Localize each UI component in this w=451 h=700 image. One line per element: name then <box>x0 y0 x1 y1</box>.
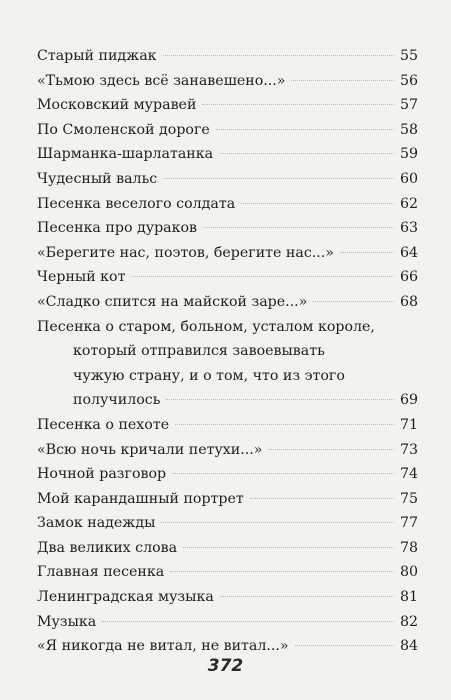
page-number: 372 <box>207 656 244 676</box>
toc-entry-page: 77 <box>399 515 418 532</box>
toc-entry-title: По Смоленской дороге <box>37 121 210 138</box>
toc-entry <box>37 265 418 290</box>
toc-entry-title: Московский муравей <box>37 97 197 114</box>
toc-entry <box>37 413 418 438</box>
toc-entry <box>37 216 418 241</box>
dot-leader <box>163 178 394 179</box>
dot-leader <box>172 473 394 474</box>
toc-entry-page: 71 <box>399 416 418 433</box>
toc-entry-page: 62 <box>399 195 418 212</box>
toc-entry <box>37 69 418 94</box>
dot-leader <box>183 547 394 548</box>
toc-entry-title: Ленинградская музыка <box>37 589 214 606</box>
toc-entry-title: Музыка <box>37 613 97 630</box>
toc-entry-title: Песенка о пехоте <box>37 416 170 433</box>
dot-leader <box>220 596 394 597</box>
toc-entry <box>37 142 418 167</box>
dot-leader <box>175 424 394 425</box>
toc-entry <box>37 487 418 512</box>
toc-entry-page: 68 <box>399 293 418 310</box>
toc-entry <box>37 462 418 487</box>
toc-entry-title-line: который отправился завоевывать <box>73 343 325 360</box>
toc-entry-title: Черный кот <box>37 269 126 286</box>
toc-entry-page: 81 <box>399 589 418 606</box>
dot-leader <box>203 227 394 228</box>
toc-entry-title: Старый пиджак <box>37 48 157 64</box>
toc-entry-page: 63 <box>399 220 418 237</box>
table-of-contents <box>37 44 418 659</box>
toc-entry-title: Два великих слова <box>37 539 178 556</box>
toc-entry-title: «Я никогда не витал, не витал...» <box>37 638 289 655</box>
toc-entry-title: «Сладко спится на майской заре...» <box>37 293 308 310</box>
toc-entry <box>37 438 418 463</box>
toc-entry-page: 80 <box>399 564 418 581</box>
toc-entry <box>37 167 418 192</box>
toc-entry-title: Замок надежды <box>37 515 156 532</box>
toc-entry <box>37 585 418 610</box>
dot-leader <box>250 498 394 499</box>
toc-entry-multiline <box>37 315 418 413</box>
toc-entry-page: 55 <box>399 48 418 64</box>
dot-leader <box>268 449 393 450</box>
dot-leader <box>219 153 394 154</box>
toc-entry <box>37 560 418 585</box>
toc-entry-page: 74 <box>399 466 418 483</box>
dot-leader <box>216 129 394 130</box>
toc-entry <box>37 44 418 69</box>
toc-entry <box>37 93 418 118</box>
toc-entry <box>37 241 418 266</box>
toc-entry <box>37 610 418 635</box>
dot-leader <box>170 571 394 572</box>
dot-leader <box>202 104 394 105</box>
dot-leader <box>340 252 394 253</box>
dot-leader <box>102 621 394 622</box>
toc-entry-page: 73 <box>399 441 418 458</box>
dot-leader <box>166 399 394 400</box>
toc-entry-page: 57 <box>399 97 418 114</box>
dot-leader <box>163 55 394 56</box>
dot-leader <box>295 645 394 646</box>
toc-entry-page: 59 <box>399 146 418 163</box>
toc-entry-page: 78 <box>399 539 418 556</box>
toc-entry-page: 84 <box>399 638 418 655</box>
toc-entry-title: «Всю ночь кричали петухи...» <box>37 441 263 458</box>
toc-entry <box>37 192 418 217</box>
toc-entry-title: Главная песенка <box>37 564 165 581</box>
toc-entry-page: 69 <box>399 392 418 409</box>
toc-entry <box>37 118 418 143</box>
toc-entry-page: 82 <box>399 613 418 630</box>
toc-entry-title-line: чужую страну, и о том, что из этого <box>73 367 345 384</box>
toc-entry-page: 56 <box>399 72 418 89</box>
dot-leader <box>161 522 394 523</box>
dot-leader <box>291 80 393 81</box>
toc-entry-page: 58 <box>399 121 418 138</box>
toc-entry-title: Песенка веселого солдата <box>37 195 236 212</box>
toc-entry <box>37 536 418 561</box>
dot-leader <box>313 301 394 302</box>
toc-entry-page: 60 <box>399 170 418 187</box>
toc-entry-title: «Тьмою здесь всё занавешено...» <box>37 72 286 89</box>
dot-leader <box>241 203 394 204</box>
toc-entry <box>37 511 418 536</box>
toc-entry-title: «Берегите нас, поэтов, берегите нас...» <box>37 244 334 261</box>
toc-entry-page: 64 <box>399 244 418 261</box>
toc-entry-page: 66 <box>399 269 418 286</box>
toc-entry <box>37 290 418 315</box>
toc-entry-title-line: получилось <box>73 392 161 409</box>
toc-entry-title: Ночной разговор <box>37 466 167 483</box>
toc-entry-title: Чудесный вальс <box>37 170 158 187</box>
toc-entry-title: Песенка про дураков <box>37 220 198 237</box>
toc-entry-title: Шарманка-шарлатанка <box>37 146 214 163</box>
toc-entry-title-line: Песенка о старом, больном, усталом короле, <box>37 318 375 335</box>
toc-entry-title: Мой карандашный портрет <box>37 490 244 507</box>
toc-entry-page: 75 <box>399 490 418 507</box>
dot-leader <box>131 276 394 277</box>
